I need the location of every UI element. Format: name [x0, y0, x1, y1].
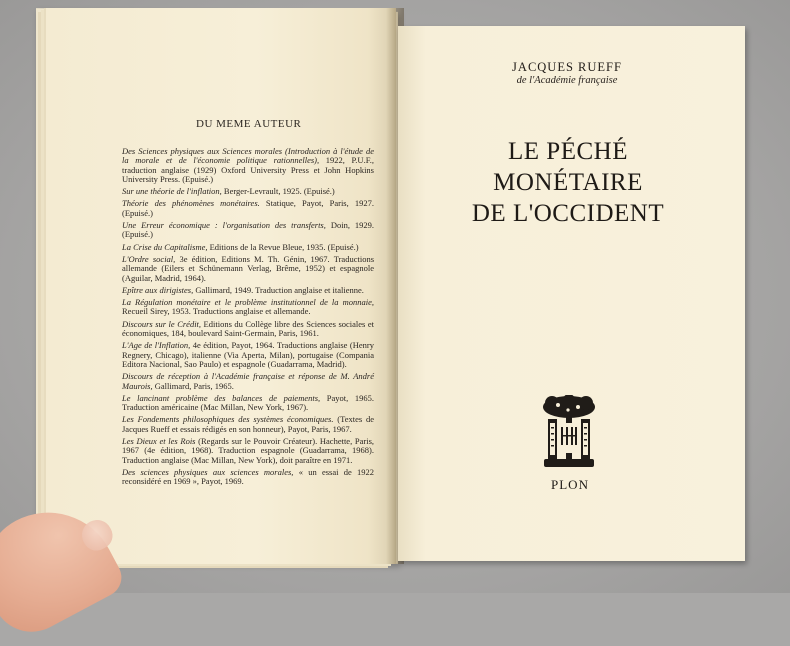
bibliography-entry [122, 221, 374, 240]
work-details: Statique, Payot, Paris, 1927. (Epuisé.) [122, 198, 374, 218]
plon-tree-emblem-icon [540, 395, 598, 471]
title-line: MONÉTAIRE [493, 169, 643, 196]
work-title: L'Age de l'Inflation, [122, 340, 191, 351]
work-details: Doin, 1929. (Epuisé.) [122, 220, 374, 240]
bibliography-entry [122, 199, 374, 218]
work-title: Une Erreur économique : l'organisation des transferts, [122, 220, 326, 231]
work-title: Le lancinant problème des balances de paiements, [122, 392, 321, 403]
work-title: Des Sciences physiques aux Sciences morales (Introduction à l'étude de la morale et de l'économie politique rationnelles), [122, 146, 374, 166]
work-title: L'Ordre social, [122, 253, 176, 264]
title-line: DE L'OCCIDENT [471, 200, 665, 227]
work-details: « un essai de 1922 reconsidéré en 1969 », Payot, 1969. [122, 466, 374, 487]
bibliography-entry [122, 147, 374, 184]
title-line: LE PÉCHÉ [508, 138, 628, 165]
work-title: Les Dieux et les Rois [122, 436, 196, 447]
bibliography-entry [122, 415, 374, 434]
work-details: Berger-Levrault, 1925. (Epuisé.) [221, 186, 335, 197]
work-title: La Régulation monétaire et le problème institutionnel de la monnaie, [122, 297, 374, 308]
bibliography-entry [122, 187, 374, 196]
work-details: 3e édition, Editions M. Th. Génin, 1967. Traductions allemande (Eilers et Schünemann Verlag, Brême, 1952) et espagnole (Aguilar, Madrid, 1964). [122, 253, 374, 283]
work-details: Editions du Collège libre des Sciences sociales et économiques, 184, boulevard Saint-Germain, Paris, 1961. [122, 318, 374, 339]
publisher-name: PLON [551, 477, 589, 492]
bibliography-entry [122, 298, 374, 317]
work-title: Discours sur le Crédit, [122, 318, 202, 329]
work-details: (Regards sur le Pouvoir Créateur). Hachette, Paris, 1967 (4e édition, 1968). Traduction espagnole (Guadarrama, 1968). Traduction anglaise (Mac Millan, New York), doit paraître en 1971. [122, 436, 375, 465]
work-details: (Textes de Jacques Rueff et essais rédigés en son honneur), Payot, Paris, 1967. [122, 414, 374, 434]
bibliography-entry [122, 341, 374, 369]
bibliography-entry [122, 320, 374, 339]
bibliography-list [122, 147, 374, 490]
work-details: Editions de la Revue Bleue, 1935. (Epuisé.) [207, 241, 359, 252]
bibliography-entry [122, 286, 374, 295]
work-details: Gallimard, 1949. Traduction anglaise et italienne. [193, 284, 364, 295]
work-title: Les Fondements philosophiques des systèmes économiques. [122, 414, 334, 425]
work-details: 1922, P.U.F., traduction anglaise (1929) Oxford University Press et John Hopkins University Press. (Epuisé.) [122, 155, 374, 184]
work-title: Des sciences physiques aux sciences morales, [122, 466, 294, 477]
bibliography-entry [122, 437, 374, 465]
bibliography-entry [122, 372, 374, 391]
bibliography-entry [122, 243, 374, 252]
book-title [452, 136, 684, 229]
bibliography-entry [122, 468, 374, 487]
work-details: Gallimard, Paris, 1965. [152, 380, 234, 391]
work-details: 4e édition, Payot, 1964. Traductions anglaise (Henry Regnery, Chicago), italienne (Via Aperta, Milan), portugaise (Compania Editora Nacional, Sao Paulo) et espagnole (Guadarrama, Madrid). [122, 340, 374, 369]
work-title: Discours de réception à l'Académie française et réponse de M. André Maurois, [122, 371, 374, 391]
bibliography-entry [122, 394, 374, 413]
work-title: Sur une théorie de l'inflation, [122, 186, 222, 197]
author-name: JACQUES RUEFF [512, 60, 622, 74]
work-details: Recueil Sirey, 1953. Traductions anglaise et allemande. [122, 306, 311, 317]
bibliography-heading: DU MEME AUTEUR [196, 118, 302, 130]
work-title: La Crise du Capitalisme, [122, 241, 208, 252]
work-title: Epître aux dirigistes, [122, 284, 194, 295]
author-affiliation: de l'Académie française [516, 75, 618, 86]
work-details: Payot, 1965. Traduction américaine (Mac Millan, New York, 1967). [122, 392, 374, 413]
bibliography-entry [122, 255, 374, 283]
work-title: Théorie des phénomènes monétaires. [122, 198, 260, 209]
